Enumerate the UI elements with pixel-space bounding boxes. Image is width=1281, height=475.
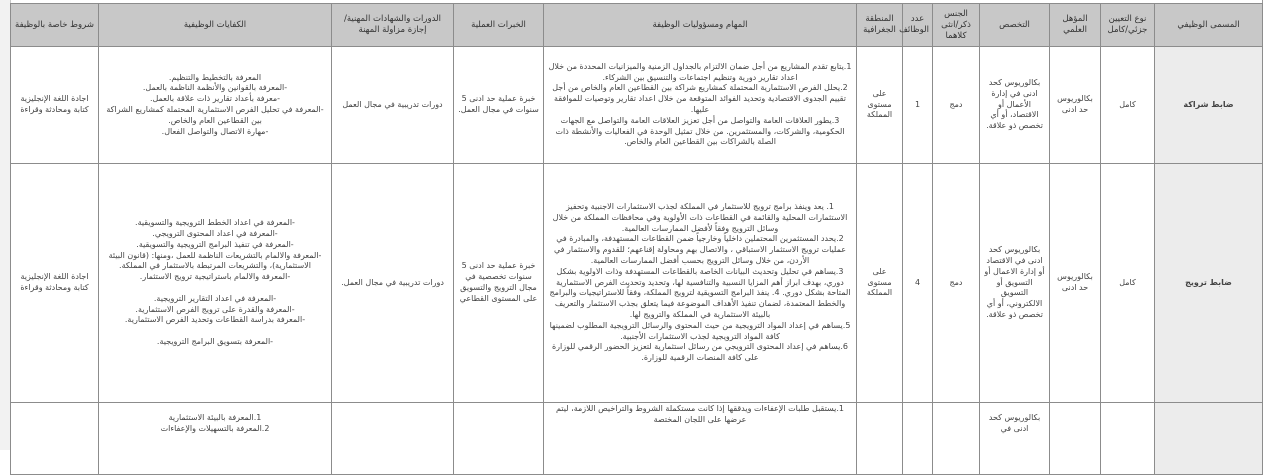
competency-item: -مهارة الاتصال والتواصل الفعال.	[161, 126, 269, 136]
competency-item: -المعرفة بدراسة القطاعات وتحديد الفرص الاستثمارية.	[124, 315, 306, 325]
qualification-cell[interactable]: بكالوريوس حد ادنى	[1050, 47, 1101, 164]
task-item: 6.يساهم في إعداد المحتوى الترويجي من رسائل استثمارية لتعزيز الحضور الرقمي للوزارة على كافة المنصات الرقمية للوزارة.	[551, 342, 849, 363]
task-item: 3.يطور العلاقات العامة والتواصل من أجل تعزيز العلاقات العامة والتواصل مع الجهات الحكومية، والشركات، والمستثمرين. من خلال تمثيل الوحدة في الفعاليات والأنشطة ذات الصلة بالشراكات بين القطاعين العام والخاص.	[555, 115, 845, 147]
positions-count-cell[interactable]	[903, 403, 933, 475]
experience-cell[interactable]: خبرة عملية حد ادنى 5 سنوات تخصصية في مجال الترويج والتسويق على المستوى القطاعي	[454, 164, 544, 403]
competency-spacer	[102, 283, 328, 294]
region-cell[interactable]	[857, 403, 903, 475]
job-title-cell[interactable]	[1155, 403, 1263, 475]
competency-item: -المعرفة في اعداد التقارير الترويجية.	[153, 293, 277, 303]
competency-item: -المعرفة والالمام باستراتيجية ترويج الاستثمار.	[139, 272, 291, 282]
header-row	[11, 4, 1263, 47]
experience-cell[interactable]: خبرة عملية حد ادنى 5 سنوات في مجال العمل.	[454, 47, 544, 164]
region-cell[interactable]: على مستوى المملكة	[857, 47, 903, 164]
competency-item: المعرفة بالتخطيط والتنظيم.	[168, 72, 262, 82]
competencies-cell[interactable]	[99, 403, 332, 475]
appointment-type-cell[interactable]: كامل	[1101, 47, 1155, 164]
competency-item: -المعرفة في تنفيذ البرامج الترويجية والتسويقية.	[136, 239, 294, 249]
competency-item: 1.المعرفة بالبيئة الاستثمارية	[168, 413, 262, 422]
header-positions-count: عدد الوظائف	[903, 4, 933, 47]
experience-cell[interactable]	[454, 403, 544, 475]
qualification-cell[interactable]: بكالوريوس حد ادنى	[1050, 164, 1101, 403]
positions-count-cell[interactable]: 4	[903, 164, 933, 403]
appointment-type-cell[interactable]: كامل	[1101, 164, 1155, 403]
competency-spacer	[102, 326, 328, 337]
competency-item: -المعرفة والقدرة على ترويج الفرص الاستثمارية.	[135, 304, 295, 314]
specialization-cell[interactable]: بكالوريوس كحد ادنى في	[980, 403, 1050, 475]
job-title-cell[interactable]: ضابط شراكة	[1155, 47, 1263, 164]
competency-item: -معرفة بأعداد تقارير ذات علاقة بالعمل.	[149, 94, 281, 104]
tasks-cell[interactable]	[544, 164, 857, 403]
gender-cell[interactable]: دمج	[933, 164, 980, 403]
region-cell[interactable]: على مستوى المملكة	[857, 164, 903, 403]
gender-cell[interactable]: دمج	[933, 47, 980, 164]
header-competencies: الكفايات الوظيفية	[99, 4, 332, 47]
competencies-cell[interactable]	[99, 47, 332, 164]
header-job-title: المسمى الوظيفي	[1155, 4, 1263, 47]
positions-count-cell[interactable]: 1	[903, 47, 933, 164]
tasks-cell[interactable]	[544, 47, 857, 164]
right-margin-strip	[1262, 0, 1281, 450]
task-item: 5.يساهم في إعداد المواد الترويجية من حيث المحتوى والرسائل الترويجية المطلوب لضمينها كافة المواد الترويجية لجذب الاستثمارات الأجنبية.	[549, 320, 851, 341]
special-conditions-cell[interactable]: اجادة اللغة الإنجليزية كتابة ومحادثة وقراءة	[11, 164, 99, 403]
tasks-cell[interactable]	[544, 403, 857, 475]
task-item: 1.يستقبل طلبات الإعفاءات ويدققها إذا كانت مستكملة الشروط والتراخيص اللازمة، ليتم عرضها على اللجان المختصة	[555, 404, 844, 424]
competency-item: -المعرفة في اعداد المحتوى الترويجي.	[152, 229, 278, 239]
job-title-cell[interactable]: ضابط ترويج	[1155, 164, 1263, 403]
header-appointment-type: نوع التعيين جزئي/كامل	[1101, 4, 1155, 47]
competency-item: -المعرفة في تحليل الفرص الاستثمارية المحتملة كمشاريع الشراكة بين القطاعين العام والخاص.	[106, 105, 324, 125]
courses-cell[interactable]: دورات تدريبية في مجال العمل.	[332, 164, 454, 403]
header-specialization: التخصص	[980, 4, 1050, 47]
table-row	[11, 403, 1263, 475]
competency-item: -المعرفة بالقوانين والأنظمة الناظمة بالعمل.	[142, 83, 288, 93]
task-item: 2.يحلل الفرص الاستثمارية المحتملة كمشاريع شراكة بين القطاعين العام والخاص من أجل تقييم الجدوى الاقتصادية وتحديد الفوائد المتوقعة من خلال اعداد تقارير وتوصيات للموافقة عليها.	[552, 83, 848, 114]
special-conditions-cell[interactable]: اجادة اللغة الإنجليزية كتابة ومحادثة وقراءة	[11, 47, 99, 164]
gender-cell[interactable]	[933, 403, 980, 475]
appointment-type-cell[interactable]	[1101, 403, 1155, 475]
header-qualification: المؤهل العلمي	[1050, 4, 1101, 47]
task-item: 1.يتابع تقدم المشاريع من أجل ضمان الالتزام بالجداول الزمنية والميزانيات المحددة من خلال اعداد تقارير دورية وتنظيم اجتماعات والتنسيق بين الشركاء.	[548, 61, 852, 82]
header-courses: الدورات والشهادات المهنية/إجازة مزاولة المهنة	[332, 4, 454, 47]
table-row	[11, 164, 1263, 403]
header-region: المنطقة الجغرافية	[857, 4, 903, 47]
competency-item: 2.المعرفة بالتسهيلات والإعفاءات	[160, 423, 270, 433]
qualification-cell[interactable]	[1050, 403, 1101, 475]
header-experience: الخبرات العملية	[454, 4, 544, 47]
special-conditions-cell[interactable]	[11, 403, 99, 475]
task-item: 2.يحدد المستثمرين المحتملين داخلياً وخارجياً ضمن القطاعات المستهدفة، والمبادرة في عمليات ترويج الاستثمار الاستباقي ، والاتصال بهم ومحاولة إقناعهم؛ للقدوم والاستثمار في الأردن، من خلال وسائل الترويج بحسب أفضل الممارسات العالمية.	[554, 234, 846, 265]
courses-cell[interactable]	[332, 403, 454, 475]
courses-cell[interactable]: دورات تدريبية في مجال العمل	[332, 47, 454, 164]
specialization-cell[interactable]: بكالوريوس كحد ادنى في الاقتصاد أو إدارة الاعمال أو التسويق أو التسويق الالكتروني، أو أي تخصص ذو علاقة.	[980, 164, 1050, 403]
task-item: 1. يعد وينفذ برامج ترويج للاستثمار في المملكة لجذب الاستثمارات الاجنبية وتحفيز الاستثمارات المحلية والقائمة في القطاعات ذات الأولوية وفي محافظات المملكة من خلال وسائل الترويج وفقاً لأفضل الممارسات العالمية.	[552, 202, 848, 233]
competency-item: -المعرفة في اعداد الخطط الترويجية والتسويقية.	[135, 218, 295, 228]
header-tasks: المهام ومسؤوليات الوظيفة	[544, 4, 857, 47]
table-row	[11, 47, 1263, 164]
competency-item: -المعرفة والالمام بالتشريعات الناظمة للعمل ،ومنها: (قانون البيئة الاستثمارية)، والتشريعات المرتبطة بالاستثمار في المملكة.	[108, 250, 322, 271]
competency-item: -المعرفة بتسويق البرامج الترويجية.	[156, 336, 274, 346]
header-gender: الجنس ذكر/انثى كلاهما	[933, 4, 980, 47]
job-description-table	[10, 3, 1263, 475]
header-special-conditions: شروط خاصة بالوظيفة	[11, 4, 99, 47]
competencies-cell[interactable]	[99, 164, 332, 403]
specialization-cell[interactable]: بكالوريوس كحد ادنى في إدارة الأعمال أو الاقتصاد، أو أي تخصص ذو علاقة.	[980, 47, 1050, 164]
task-item: 3.يساهم في تحليل وتحديث البيانات الخاصة بالقطاعات المستهدفة وذات الاولوية بشكل دوري، بهدف ابراز أهم المزايا النسبية والتنافسية لها، وتحديد وتحديث الفرص الاستثمارية المتاحة بشكل دوري. 4. ينفذ البرامج التسويقية لترويج المملكة، وفقاً للاستراتيجيات والبرامج والخطط المعتمدة، لضمان تنفيذ الأهداف الموضوعة فيما يتعلق بجذب الاستثمار والتعريف بالبيئة الاستثمارية في المملكة والترويج لها.	[549, 266, 851, 319]
